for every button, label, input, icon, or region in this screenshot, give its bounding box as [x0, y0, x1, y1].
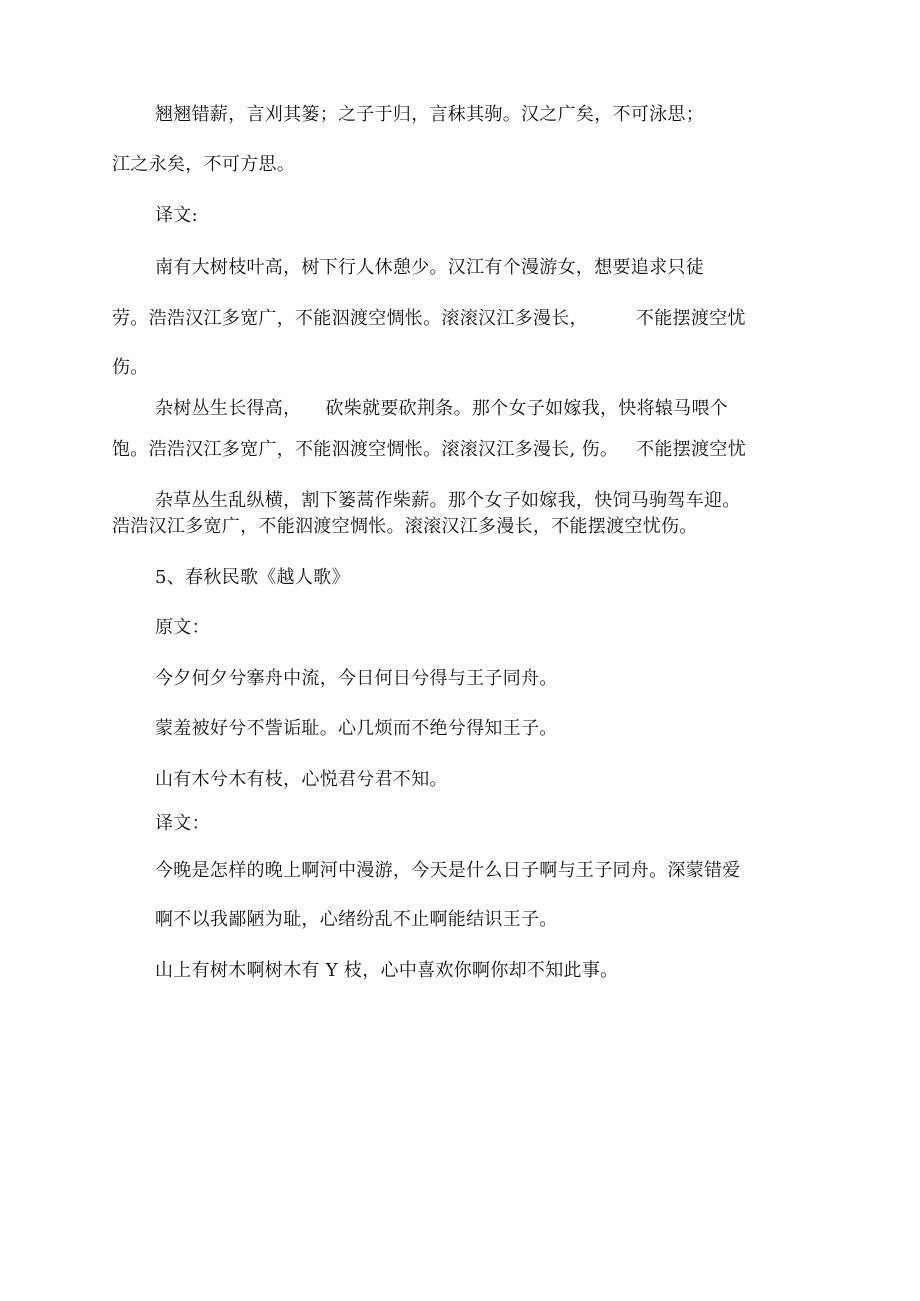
text-line: 山上有树木啊树木有 Y 枝，心中喜欢你啊你却不知此事。 [155, 960, 619, 981]
text-line: 翘翘错薪，言刈其篓；之子于归，言秣其驹。汉之广矣，不可泳思； [155, 104, 704, 125]
text-line: 蒙羞被好兮不訾诟耻。心几烦而不绝兮得知王子。 [155, 718, 558, 739]
text-line: 饱。浩浩汉江多宽广，不能泅渡空惆怅。滚滚汉江多漫长, 伤。 不能摆渡空忧 [112, 439, 747, 460]
text-line: 啊不以我鄙陋为耻，心绪纷乱不止啊能结识王子。 [155, 909, 558, 930]
section-label: 原文： [155, 617, 210, 638]
text-line: 江之永矣，不可方思。 [112, 154, 295, 175]
section-heading: 5、春秋民歌《越人歌》 [155, 567, 350, 588]
text-line: 今夕何夕兮搴舟中流，今日何日兮得与王子同舟。 [155, 668, 558, 689]
section-label: 译文: [155, 205, 198, 226]
text-line: 今晚是怎样的晚上啊河中漫游，今天是什么日子啊与王子同舟。深蒙错爱 [155, 860, 741, 881]
text-line: 杂树丛生长得高， 砍柴就要砍荆条。那个女子如嫁我，快将辕马喂个 [155, 398, 729, 419]
text-line: 杂草丛生乱纵横，割下篓蒿作柴薪。那个女子如嫁我，快饲马驹驾车迎。 [155, 490, 741, 511]
text-line: 浩浩汉江多宽广，不能泅渡空惆怅。滚滚汉江多漫长，不能摆渡空忧伤。 [112, 516, 698, 537]
text-line: 劳。浩浩汉江多宽广，不能泅渡空惆怅。滚滚汉江多漫长， 不能摆渡空忧 [112, 308, 746, 329]
section-label: 译文： [155, 813, 210, 834]
text-line: 山有木兮木有枝，心悦君兮君不知。 [155, 769, 448, 790]
text-line: 南有大树枝叶高，树下行人休憩少。汉江有个漫游女，想要追求只徒 [155, 257, 704, 278]
text-line: 伤。 [112, 357, 149, 378]
